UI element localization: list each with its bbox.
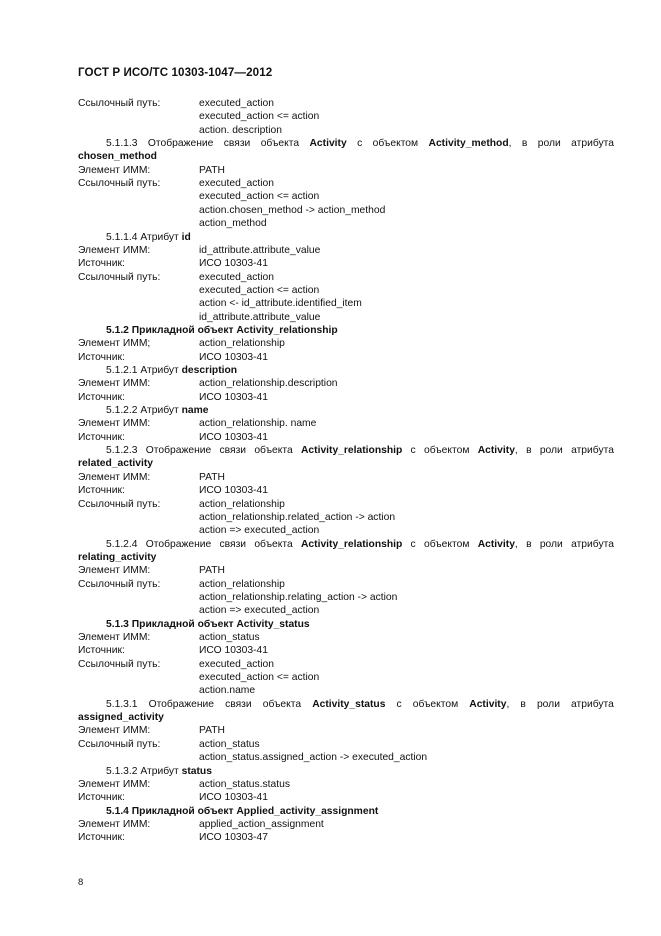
field-label: Ссылочный путь: bbox=[78, 658, 161, 670]
mapping-heading bbox=[78, 538, 614, 551]
path-continuation bbox=[78, 284, 614, 297]
attribute-heading bbox=[78, 364, 614, 377]
field-value: id_attribute.attribute_value bbox=[199, 311, 321, 323]
attribute-bold-name: name bbox=[181, 405, 209, 417]
heading-word: роли bbox=[539, 538, 563, 550]
field-value: executed_action <= action bbox=[199, 191, 320, 203]
heading-word: с bbox=[410, 445, 416, 457]
heading-word: 5.1.1.3 bbox=[106, 138, 138, 150]
heading-word: объекта bbox=[262, 698, 302, 710]
section-heading-text: 5.1.3 Прикладной объект Activity_status bbox=[106, 618, 310, 630]
field-value: PATH bbox=[199, 725, 225, 737]
heading-word: объекта bbox=[260, 138, 300, 150]
heading-word: 5.1.2.3 bbox=[106, 445, 138, 457]
field-label: Элемент ИММ: bbox=[78, 244, 151, 256]
field-row bbox=[78, 271, 614, 284]
field-row bbox=[78, 244, 614, 257]
field-value: id_attribute.attribute_value bbox=[199, 244, 321, 256]
field-value: action => executed_action bbox=[199, 605, 320, 617]
field-value: action.name bbox=[199, 685, 256, 697]
section-heading bbox=[78, 324, 614, 337]
attribute-bold-name: status bbox=[181, 765, 212, 777]
heading-word: Activity_relationship bbox=[301, 538, 403, 550]
path-continuation bbox=[78, 591, 614, 604]
field-label: Элемент ИММ: bbox=[78, 725, 151, 737]
section-heading-text: 5.1.4 Прикладной объект Applied_activity_assignment bbox=[106, 805, 379, 817]
field-row bbox=[78, 417, 614, 430]
heading-word: атрибута bbox=[571, 138, 614, 150]
heading-word: Отображение bbox=[147, 138, 214, 150]
field-value: executed_action <= action bbox=[199, 111, 320, 123]
path-continuation bbox=[78, 751, 614, 764]
attribute-name-text: relating_activity bbox=[78, 551, 157, 563]
field-value: executed_action bbox=[199, 178, 274, 190]
field-value: ИСО 10303-47 bbox=[199, 832, 268, 844]
path-continuation bbox=[78, 604, 614, 617]
path-continuation bbox=[78, 684, 614, 697]
heading-word: Activity_relationship bbox=[301, 445, 403, 457]
field-value: ИСО 10303-41 bbox=[199, 391, 268, 403]
field-value: ИСО 10303-41 bbox=[199, 645, 268, 657]
field-label: Элемент ИММ: bbox=[78, 632, 151, 643]
heading-word: связи bbox=[225, 698, 252, 710]
heading-word: с bbox=[396, 698, 402, 710]
field-value: ИСО 10303-41 bbox=[199, 485, 268, 497]
field-value: executed_action bbox=[199, 271, 274, 283]
heading-word: атрибута bbox=[571, 538, 614, 550]
field-label: Источник: bbox=[78, 391, 125, 403]
field-label: Источник: bbox=[78, 258, 125, 270]
field-row bbox=[78, 164, 614, 177]
path-continuation bbox=[78, 671, 614, 684]
heading-word: объектом bbox=[423, 538, 470, 550]
attribute-name-text: chosen_method bbox=[78, 151, 157, 163]
field-value: executed_action <= action bbox=[199, 284, 320, 296]
field-value: PATH bbox=[199, 164, 225, 176]
field-row bbox=[78, 337, 614, 350]
heading-word: атрибута bbox=[571, 445, 614, 457]
field-value: action_relationship bbox=[199, 498, 285, 510]
path-continuation bbox=[78, 511, 614, 524]
field-value: action <- id_attribute.identified_item bbox=[199, 298, 362, 310]
field-value: action_relationship. name bbox=[199, 418, 317, 430]
field-value: action_status bbox=[199, 632, 260, 643]
field-row bbox=[78, 791, 614, 804]
heading-word: в bbox=[521, 138, 528, 150]
heading-word: объектом bbox=[423, 445, 470, 457]
heading-word: Activity_method, bbox=[428, 138, 512, 150]
heading-text: Атрибут bbox=[140, 405, 182, 417]
attribute-bold-name: id bbox=[181, 231, 191, 243]
field-value: executed_action <= action bbox=[199, 672, 320, 684]
heading-word: в bbox=[526, 538, 532, 550]
heading-word: Activity, bbox=[477, 445, 518, 457]
heading-word: с bbox=[357, 138, 363, 150]
path-continuation bbox=[78, 217, 614, 230]
heading-word: объектом bbox=[372, 138, 419, 150]
field-label: Источник: bbox=[78, 431, 125, 443]
field-label: Источник: bbox=[78, 792, 125, 804]
heading-word: объектом bbox=[412, 698, 459, 710]
attribute-name bbox=[78, 551, 614, 564]
field-row bbox=[78, 818, 614, 831]
field-value: action_status.assigned_action -> executed_action bbox=[199, 752, 428, 764]
field-value: ИСО 10303-41 bbox=[199, 792, 268, 804]
field-value: executed_action bbox=[199, 658, 274, 670]
path-continuation bbox=[78, 297, 614, 310]
attribute-name-text: assigned_activity bbox=[78, 712, 164, 724]
field-label: Элемент ИММ: bbox=[78, 378, 151, 390]
field-label: Ссылочный путь: bbox=[78, 498, 161, 510]
heading-text: Атрибут bbox=[140, 231, 182, 243]
field-label: Элемент ИММ: bbox=[78, 818, 151, 830]
field-value: action. description bbox=[199, 124, 282, 136]
section-number: 5.1.3.2 bbox=[106, 765, 141, 777]
heading-word: атрибута bbox=[571, 698, 614, 710]
field-value: action_method bbox=[199, 218, 267, 230]
field-row bbox=[78, 97, 614, 110]
heading-text: Атрибут bbox=[140, 365, 182, 376]
field-value: action_status.status bbox=[199, 778, 291, 790]
field-label: Ссылочный путь: bbox=[78, 178, 161, 190]
field-row bbox=[78, 578, 614, 591]
attribute-name bbox=[78, 457, 614, 470]
field-value: action_relationship bbox=[199, 338, 285, 350]
field-row bbox=[78, 778, 614, 791]
heading-word: Activity, bbox=[477, 538, 518, 550]
section-heading bbox=[78, 805, 614, 818]
path-continuation bbox=[78, 524, 614, 537]
field-value: action => executed_action bbox=[199, 525, 320, 537]
attribute-name bbox=[78, 150, 614, 163]
heading-word: роли bbox=[536, 698, 560, 710]
heading-word: 5.1.2.4 bbox=[106, 538, 138, 550]
field-row bbox=[78, 564, 614, 577]
field-label: Элемент ИММ; bbox=[78, 338, 151, 350]
field-label: Элемент ИММ: bbox=[78, 565, 151, 577]
section-number: 5.1.2.2 bbox=[106, 405, 141, 417]
path-continuation bbox=[78, 124, 614, 137]
field-label: Ссылочный путь: bbox=[78, 98, 161, 109]
heading-word: связи bbox=[223, 138, 251, 150]
field-value: applied_action_assignment bbox=[199, 818, 324, 830]
heading-word: Activity bbox=[309, 138, 347, 150]
field-row bbox=[78, 831, 614, 844]
field-label: Элемент ИММ: bbox=[78, 778, 151, 790]
mapping-heading bbox=[78, 698, 614, 711]
field-row bbox=[78, 631, 614, 644]
path-continuation bbox=[78, 110, 614, 123]
page-number: 8 bbox=[78, 877, 84, 888]
field-label: Элемент ИММ: bbox=[78, 164, 151, 176]
heading-word: 5.1.3.1 bbox=[106, 698, 138, 710]
heading-word: с bbox=[410, 538, 416, 550]
section-heading bbox=[78, 618, 614, 631]
field-label: Ссылочный путь: bbox=[78, 271, 161, 283]
field-value: PATH bbox=[199, 565, 225, 577]
field-label: Ссылочный путь: bbox=[78, 738, 161, 750]
heading-word: Отображение bbox=[145, 538, 212, 550]
field-row bbox=[78, 484, 614, 497]
field-label: Источник: bbox=[78, 832, 125, 844]
field-value: action_relationship.description bbox=[199, 378, 338, 390]
field-value: action_relationship.related_action -> action bbox=[199, 511, 396, 523]
field-label: Источник: bbox=[78, 485, 125, 497]
path-continuation bbox=[78, 204, 614, 217]
field-row bbox=[78, 177, 614, 190]
field-value: action_status bbox=[199, 738, 260, 750]
field-label: Ссылочный путь: bbox=[78, 578, 161, 590]
heading-word: в bbox=[520, 698, 526, 710]
heading-word: объекта bbox=[254, 445, 293, 457]
field-row bbox=[78, 377, 614, 390]
heading-word: связи bbox=[219, 538, 247, 550]
attribute-name bbox=[78, 711, 614, 724]
field-row bbox=[78, 724, 614, 737]
heading-word: роли bbox=[539, 445, 563, 457]
document-header: ГОСТ Р ИСО/ТС 10303-1047—2012 bbox=[78, 66, 273, 79]
mapping-heading bbox=[78, 137, 614, 150]
heading-word: Activity_status bbox=[312, 698, 386, 710]
field-row bbox=[78, 351, 614, 364]
field-row bbox=[78, 738, 614, 751]
attribute-heading bbox=[78, 404, 614, 417]
section-number: 5.1.1.4 bbox=[106, 231, 141, 243]
field-row bbox=[78, 498, 614, 511]
field-value: ИСО 10303-41 bbox=[199, 351, 268, 363]
field-row bbox=[78, 391, 614, 404]
section-number: 5.1.2.1 bbox=[106, 365, 141, 376]
mapping-heading bbox=[78, 444, 614, 457]
path-continuation bbox=[78, 311, 614, 324]
heading-text: Атрибут bbox=[140, 765, 182, 777]
heading-word: объекта bbox=[254, 538, 293, 550]
field-label: Элемент ИММ: bbox=[78, 471, 151, 483]
section-heading-text: 5.1.2 Прикладной объект Activity_relationship bbox=[106, 324, 338, 336]
attribute-heading bbox=[78, 231, 614, 244]
field-row bbox=[78, 431, 614, 444]
attribute-heading bbox=[78, 765, 614, 778]
field-row bbox=[78, 658, 614, 671]
field-value: action_relationship bbox=[199, 578, 285, 590]
attribute-bold-name: description bbox=[181, 365, 238, 376]
path-continuation bbox=[78, 190, 614, 203]
heading-word: Отображение bbox=[148, 698, 215, 710]
heading-word: связи bbox=[219, 445, 247, 457]
heading-word: Отображение bbox=[145, 445, 212, 457]
field-label: Источник: bbox=[78, 351, 125, 363]
field-value: ИСО 10303-41 bbox=[199, 258, 268, 270]
field-label: Источник: bbox=[78, 645, 125, 657]
field-row bbox=[78, 257, 614, 270]
field-row bbox=[78, 644, 614, 657]
field-value: action.chosen_method -> action_method bbox=[199, 204, 386, 216]
heading-word: в bbox=[526, 445, 532, 457]
field-row bbox=[78, 471, 614, 484]
field-value: action_relationship.relating_action -> action bbox=[199, 591, 398, 603]
field-label: Элемент ИММ: bbox=[78, 418, 151, 430]
attribute-name-text: related_activity bbox=[78, 458, 153, 470]
heading-word: Activity, bbox=[469, 698, 510, 710]
field-value: PATH bbox=[199, 471, 225, 483]
field-value: executed_action bbox=[199, 98, 274, 109]
heading-word: роли bbox=[537, 138, 561, 150]
field-value: ИСО 10303-41 bbox=[199, 431, 268, 443]
